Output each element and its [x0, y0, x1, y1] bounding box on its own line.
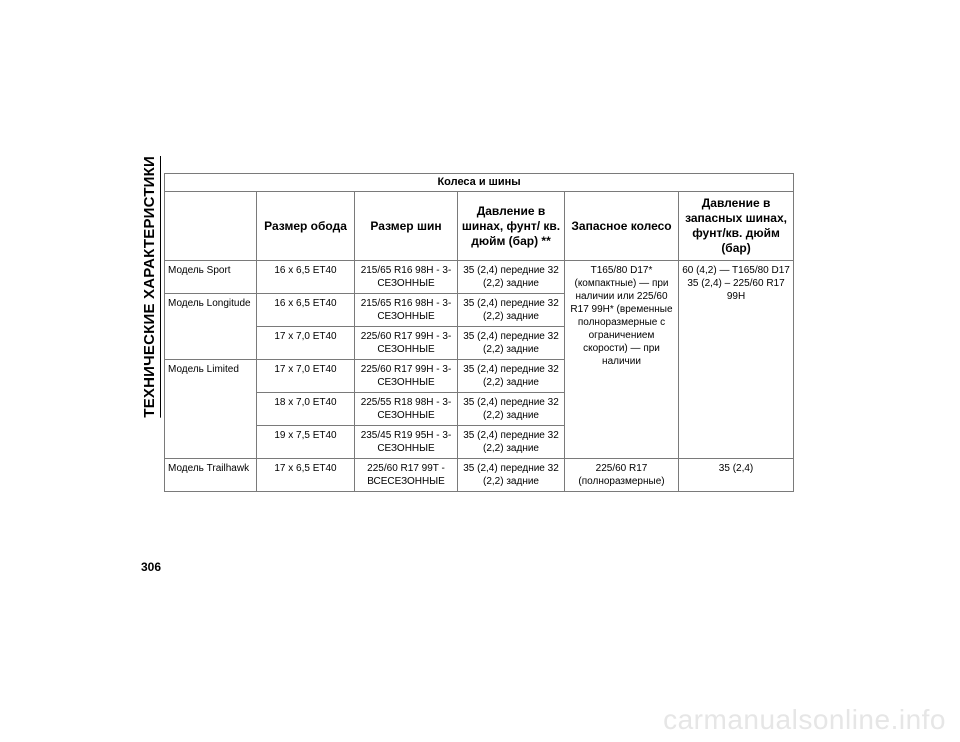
- rim-cell: 17 x 6,5 ET40: [257, 459, 355, 492]
- rim-cell: 16 x 6,5 ET40: [257, 261, 355, 294]
- tire-cell: 225/60 R17 99H - 3-СЕЗОННЫЕ: [355, 360, 458, 393]
- table-row: [165, 261, 794, 294]
- model-cell: Модель Limited: [165, 360, 257, 459]
- tire-cell: 215/65 R16 98H - 3-СЕЗОННЫЕ: [355, 294, 458, 327]
- pressure-cell: 35 (2,4) передние 32 (2,2) задние: [458, 459, 565, 492]
- header-rim-size: Размер обода: [257, 192, 355, 261]
- header-tire-size: Размер шин: [355, 192, 458, 261]
- pressure-cell: 35 (2,4) передние 32 (2,2) задние: [458, 261, 565, 294]
- rim-cell: 17 x 7,0 ET40: [257, 327, 355, 360]
- pressure-cell: 35 (2,4) передние 32 (2,2) задние: [458, 294, 565, 327]
- table-header-row: [165, 192, 794, 261]
- section-side-title: [139, 155, 159, 418]
- header-spare-wheel: Запасное колесо: [565, 192, 679, 261]
- pressure-cell: 35 (2,4) передние 32 (2,2) задние: [458, 426, 565, 459]
- wheels-tires-table: [164, 173, 794, 492]
- rim-cell: 17 x 7,0 ET40: [257, 360, 355, 393]
- spare-pressure-cell: 35 (2,4): [679, 459, 794, 492]
- page-number: 306: [141, 560, 162, 574]
- header-tire-pressure: Давление в шинах, фунт/ кв. дюйм (бар) **: [458, 192, 565, 261]
- rim-cell: 18 x 7,0 ET40: [257, 393, 355, 426]
- tire-cell: 215/65 R16 98H - 3-СЕЗОННЫЕ: [355, 261, 458, 294]
- tire-cell: 225/60 R17 99T - ВСЕСЕЗОННЫЕ: [355, 459, 458, 492]
- model-cell: Модель Trailhawk: [165, 459, 257, 492]
- header-spare-pressure: Давление в запасных шинах, фунт/кв. дюйм (бар): [679, 192, 794, 261]
- table-row: [165, 459, 794, 492]
- tire-cell: 225/60 R17 99H - 3-СЕЗОННЫЕ: [355, 327, 458, 360]
- rim-cell: 19 x 7,5 ET40: [257, 426, 355, 459]
- spare-wheel-cell: T165/80 D17* (компактные) — при наличии или 225/60 R17 99H* (временные полноразмерные с ограничением скорости) — при наличии: [565, 261, 679, 459]
- section-side-title-text: ТЕХНИЧЕСКИЕ ХАРАКТЕРИСТИКИ: [140, 155, 158, 418]
- table-caption-row: [165, 174, 794, 192]
- table-caption: Колеса и шины: [165, 174, 794, 192]
- pressure-cell: 35 (2,4) передние 32 (2,2) задние: [458, 393, 565, 426]
- watermark: carmanualsonline.info: [663, 704, 946, 735]
- rim-cell: 16 x 6,5 ET40: [257, 294, 355, 327]
- model-cell: Модель Longitude: [165, 294, 257, 360]
- spare-wheel-cell: 225/60 R17 (полноразмерные): [565, 459, 679, 492]
- tire-cell: 225/55 R18 98H - 3-СЕЗОННЫЕ: [355, 393, 458, 426]
- spare-pressure-cell: 60 (4,2) — T165/80 D17 35 (2,4) – 225/60 R17 99H: [679, 261, 794, 459]
- pressure-cell: 35 (2,4) передние 32 (2,2) задние: [458, 360, 565, 393]
- pressure-cell: 35 (2,4) передние 32 (2,2) задние: [458, 327, 565, 360]
- model-cell: Модель Sport: [165, 261, 257, 294]
- header-model: [165, 192, 257, 261]
- tire-cell: 235/45 R19 95H - 3-СЕЗОННЫЕ: [355, 426, 458, 459]
